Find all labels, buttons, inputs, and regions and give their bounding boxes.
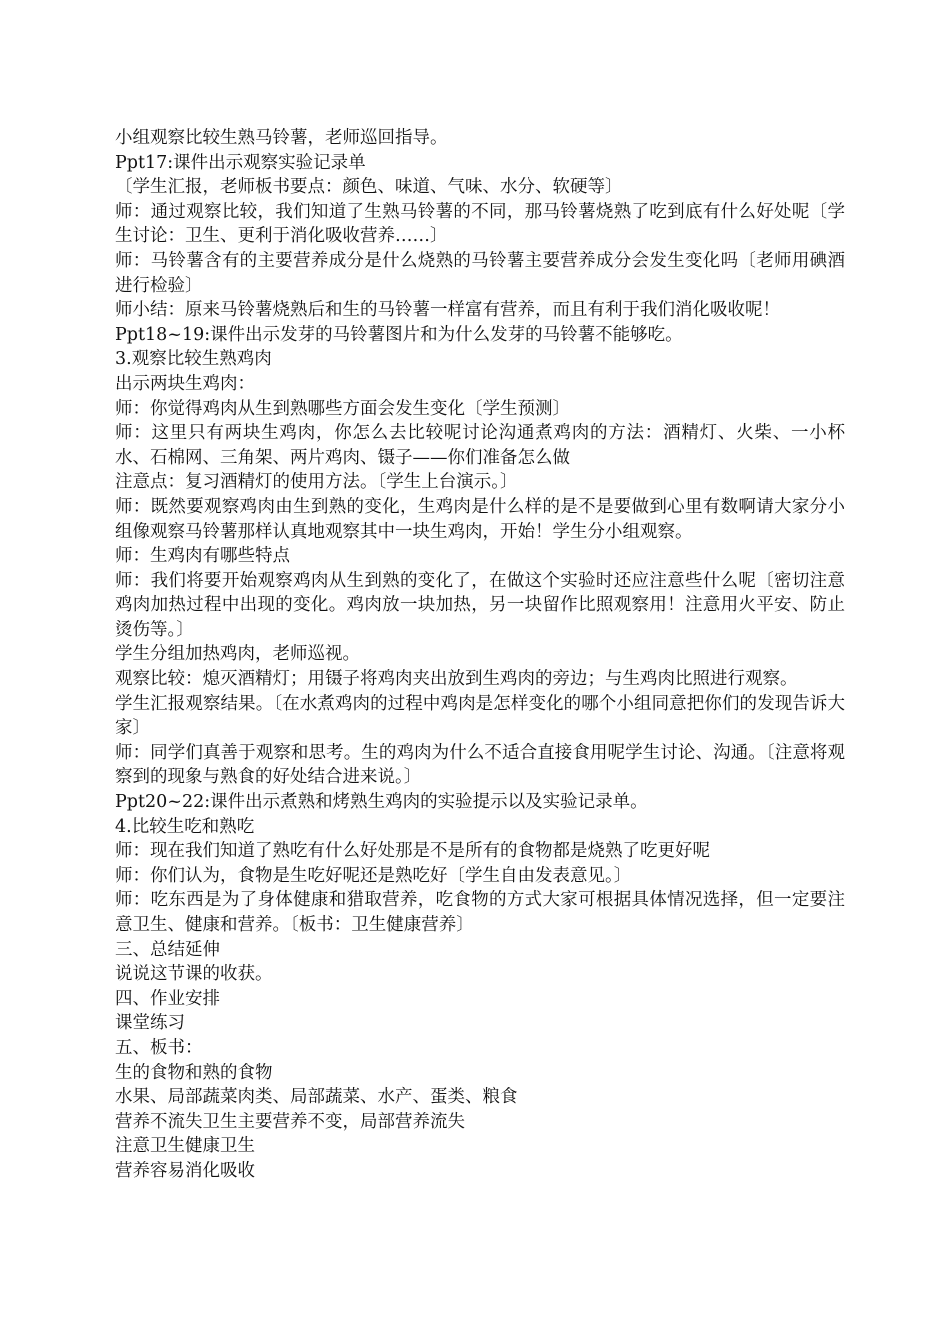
paragraph: 师小结：原来马铃薯烧熟后和生的马铃薯一样富有营养，而且有利于我们消化吸收呢！ <box>115 300 780 321</box>
paragraph: 师：通过观察比较，我们知道了生熟马铃薯的不同，那马铃薯烧熟了吃到底有什么好处呢〔学生讨论：卫生、更利于消化吸收营养……〕 <box>115 201 845 247</box>
section-heading: 三、总结延伸 <box>115 939 220 960</box>
paragraph: 出示两块生鸡肉： <box>115 373 255 394</box>
paragraph: 师：我们将要开始观察鸡肉从生到熟的变化了，在做这个实验时还应注意些什么呢〔密切注意鸡肉加热过程中出现的变化。鸡肉放一块加热，另一块留作比照观察用！注意用火平安、防止烫伤等。〕 <box>115 570 845 640</box>
paragraph: 师：生鸡肉有哪些特点 <box>115 546 290 567</box>
paragraph: 师：吃东西是为了身体健康和猎取营养，吃食物的方式大家可根据具体情况选择，但一定要注意卫生、健康和营养。〔板书：卫生健康营养〕 <box>115 890 845 935</box>
paragraph: 小组观察比较生熟马铃薯，老师巡回指导。 <box>115 128 448 148</box>
paragraph: 观察比较：熄灭酒精灯；用镊子将鸡肉夹出放到生鸡肉的旁边；与生鸡肉比照进行观察。 <box>115 669 798 690</box>
document-body <box>115 126 845 1184</box>
section-heading: 3.观察比较生熟鸡肉 <box>115 349 272 370</box>
paragraph: 水果、局部蔬菜肉类、局部蔬菜、水产、蛋类、粮食 <box>115 1087 518 1108</box>
paragraph: 师：既然要观察鸡肉由生到熟的变化，生鸡肉是什么样的是不是要做到心里有数啊请大家分小组像观察马铃薯那样认真地观察其中一块生鸡肉，开始！学生分小组观察。 <box>115 496 845 542</box>
paragraph: 说说这节课的收获。 <box>115 964 273 985</box>
paragraph: 生的食物和熟的食物 <box>115 1062 273 1083</box>
section-heading: 4.比较生吃和熟吃 <box>115 816 255 837</box>
paragraph: 课堂练习 <box>115 1013 185 1034</box>
paragraph: 师：这里只有两块生鸡肉，你怎么去比较呢讨论沟通煮鸡肉的方法：酒精灯、火柴、一小杯水、石棉网、三角架、两片鸡肉、镊子——你们准备怎么做 <box>115 423 845 468</box>
section-heading: 四、作业安排 <box>115 988 220 1009</box>
paragraph: 学生分组加热鸡肉，老师巡视。 <box>115 644 360 665</box>
paragraph: 师：你觉得鸡肉从生到熟哪些方面会发生变化〔学生预测〕 <box>115 398 570 419</box>
paragraph: 师：现在我们知道了熟吃有什么好处那是不是所有的食物都是烧熟了吃更好呢 <box>115 841 710 862</box>
paragraph: 注意点：复习酒精灯的使用方法。〔学生上台演示。〕 <box>115 472 518 493</box>
paragraph: 营养不流失卫生主要营养不变，局部营养流失 <box>115 1111 465 1132</box>
paragraph: 学生汇报观察结果。〔在水煮鸡肉的过程中鸡肉是怎样变化的哪个小组同意把你们的发现告诉大家〕 <box>115 693 845 739</box>
paragraph: Ppt20~22:课件出示煮熟和烤熟生鸡肉的实验提示以及实验记录单。 <box>115 792 648 813</box>
paragraph: 注意卫生健康卫生 <box>115 1136 255 1157</box>
paragraph: 师：同学们真善于观察和思考。生的鸡肉为什么不适合直接食用呢学生讨论、沟通。〔注意将观察到的现象与熟食的好处结合进来说。〕 <box>115 742 845 788</box>
paragraph: 〔学生汇报，老师板书要点：颜色、味道、气味、水分、软硬等〕 <box>115 177 623 198</box>
paragraph: 师：你们认为，食物是生吃好呢还是熟吃好〔学生自由发表意见。〕 <box>115 865 632 886</box>
paragraph: 师：马铃薯含有的主要营养成分是什么烧熟的马铃薯主要营养成分会发生变化吗〔老师用碘酒进行检验〕 <box>115 250 845 296</box>
paragraph: Ppt17:课件出示观察实验记录单 <box>115 152 366 173</box>
section-heading: 五、板书： <box>115 1037 203 1058</box>
paragraph: 营养容易消化吸收 <box>115 1160 255 1181</box>
paragraph: Ppt18~19:课件出示发芽的马铃薯图片和为什么发芽的马铃薯不能够吃。 <box>115 324 683 345</box>
